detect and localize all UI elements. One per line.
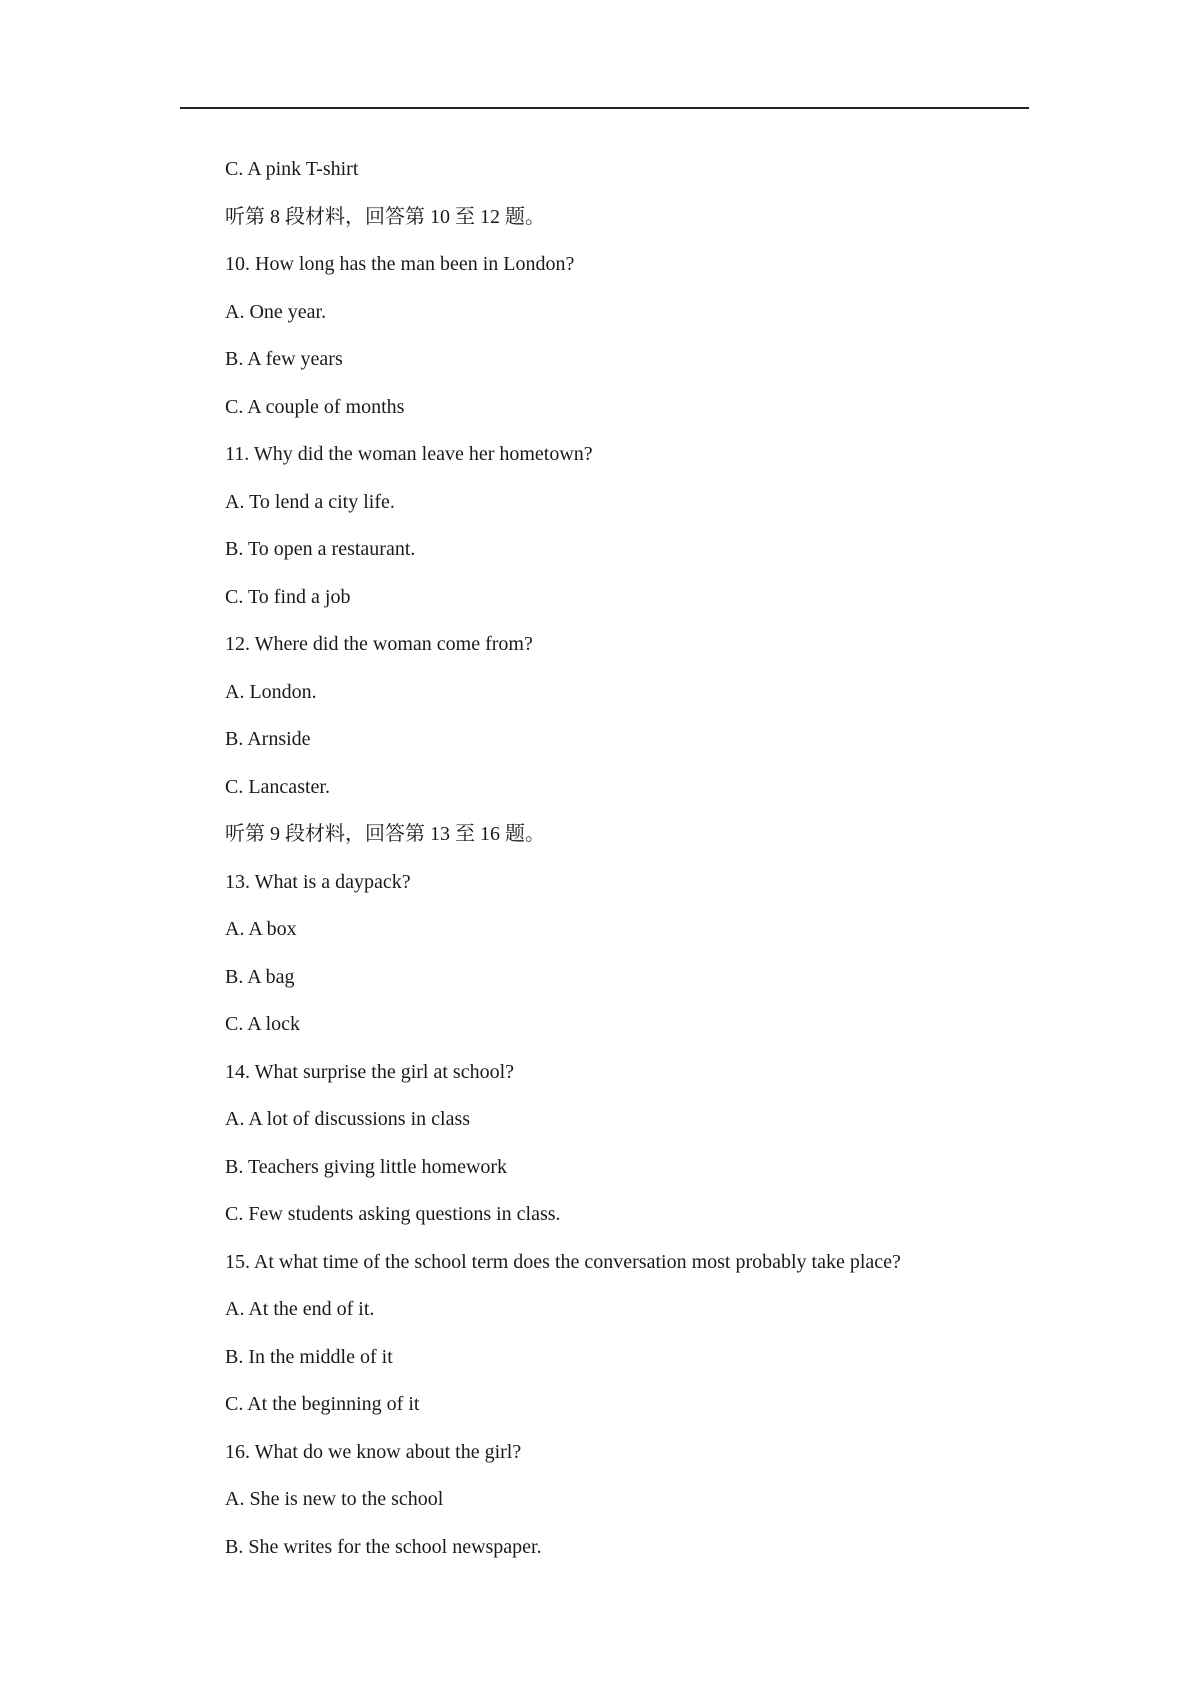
question-text: 13. What is a daypack? — [225, 870, 411, 893]
option-text: C. A lock — [225, 1013, 301, 1035]
question-text: 16. What do we know about the girl? — [225, 1440, 522, 1463]
question-text: 12. Where did the woman come from? — [225, 633, 533, 655]
option-text: B. Arnside — [225, 728, 311, 750]
option-text: B. A bag — [225, 965, 295, 988]
option-text: A. One year. — [225, 300, 327, 323]
option-text: C. Few students asking questions in class. — [225, 1203, 561, 1225]
option-text: B. In the middle of it — [225, 1345, 393, 1368]
option-text: B. To open a restaurant. — [225, 538, 416, 560]
option-text: B. A few years — [225, 348, 343, 370]
option-text: B. Teachers giving little homework — [225, 1155, 508, 1178]
header-rule — [180, 107, 1029, 109]
document-body — [225, 153, 1085, 1578]
question-text: 10. How long has the man been in London? — [225, 253, 575, 275]
option-text: C. To find a job — [225, 585, 351, 608]
question-text: 15. At what time of the school term does the conversation most probably take place? — [225, 1250, 901, 1273]
option-text: C. Lancaster. — [225, 775, 330, 798]
question-text: 11. Why did the woman leave her hometown? — [225, 443, 593, 465]
question-text: 14. What surprise the girl at school? — [225, 1060, 515, 1083]
option-text: A. London. — [225, 680, 317, 703]
section-instruction: 听第 9 段材料，回答第 13 至 16 题。 — [225, 823, 545, 845]
option-text: C. A couple of months — [225, 395, 405, 418]
option-text: C. At the beginning of it — [225, 1393, 420, 1415]
option-text: B. She writes for the school newspaper. — [225, 1535, 542, 1558]
option-text: A. At the end of it. — [225, 1298, 375, 1320]
option-text: C. A pink T-shirt — [225, 158, 359, 180]
option-text: A. A box — [225, 918, 297, 940]
option-text: A. To lend a city life. — [225, 490, 395, 513]
option-text: A. A lot of discussions in class — [225, 1108, 471, 1130]
section-instruction: 听第 8 段材料，回答第 10 至 12 题。 — [225, 205, 545, 228]
option-text: A. She is new to the school — [225, 1488, 444, 1510]
